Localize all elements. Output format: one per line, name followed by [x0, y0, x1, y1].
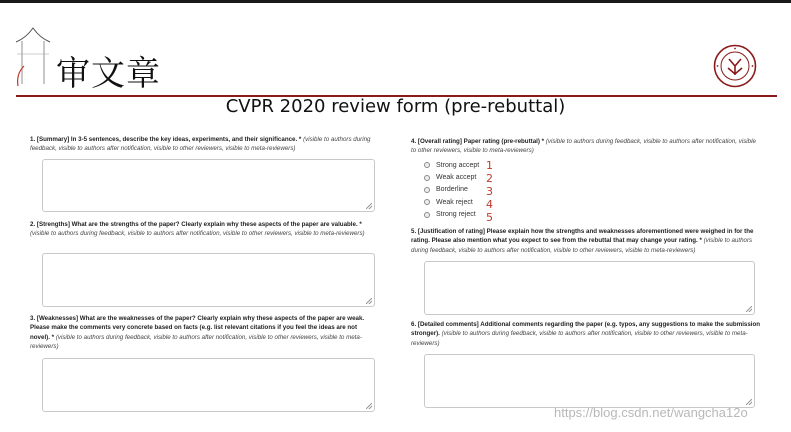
question-detailed-comments: [411, 320, 761, 348]
watermark: https://blog.csdn.net/wangcha12o: [554, 405, 748, 420]
annotation-number: 4: [486, 198, 493, 211]
rating-radio-group: [424, 159, 479, 221]
gate-logo-icon: [14, 24, 52, 96]
annotation-number: 1: [486, 159, 493, 172]
annotation-number: 2: [486, 172, 493, 185]
radio-button[interactable]: [424, 162, 430, 168]
question-summary: [30, 135, 375, 154]
radio-button[interactable]: [424, 199, 430, 205]
weaknesses-textarea[interactable]: [42, 358, 375, 412]
rating-option-strong-reject[interactable]: [424, 209, 479, 221]
brand-name: 审文章: [56, 54, 161, 94]
annotation-number: 3: [486, 185, 493, 198]
strengths-textarea[interactable]: [42, 253, 375, 307]
question-detailed-comments-visibility: (visible to authors during feedback, visible to authors after notification, visible to other reviewers, visible to meta-reviewers): [411, 330, 748, 347]
top-bar: [0, 0, 791, 3]
justification-textarea[interactable]: [424, 261, 755, 315]
rating-option-label: Weak accept: [436, 174, 477, 182]
rating-option-label: Strong accept: [436, 161, 480, 169]
question-justification: [411, 227, 761, 255]
question-weaknesses: [30, 314, 375, 352]
rating-option-label: Borderline: [436, 186, 468, 194]
question-strengths: [30, 220, 375, 239]
question-weaknesses-visibility: (visible to authors during feedback, visible to authors after notification, visible to other reviewers, visible to meta-reviewers): [30, 333, 362, 351]
rating-option-borderline[interactable]: [424, 184, 479, 196]
annotation-number: 5: [486, 211, 493, 224]
question-justification-visibility: (visible to authors during feedback, visible to authors after notification, visible to other reviewers, visible to meta-reviewers): [411, 237, 753, 254]
resize-grip-icon[interactable]: [366, 203, 372, 209]
rating-option-label: Strong reject: [436, 211, 476, 219]
rating-option-label: Weak reject: [436, 198, 473, 206]
question-detailed-comments-text: 6. [Detailed comments] Additional comments regarding the paper (e.g. typos, any suggestions to make the submission stronger).: [411, 321, 761, 338]
rating-option-strong-accept[interactable]: [424, 159, 479, 171]
question-overall-rating-visibility: (visible to authors during feedback, visible to authors after notification, visible to other reviewers, visible to meta-reviewers): [411, 138, 756, 155]
radio-button[interactable]: [424, 187, 430, 193]
question-strengths-visibility: (visible to authors during feedback, visible to authors after notification, visible to other reviewers, visible to meta-reviewers): [30, 230, 365, 238]
summary-textarea[interactable]: [42, 159, 375, 212]
question-strengths-text: 2. [Strengths] What are the strengths of the paper? Clearly explain why these aspects of the paper are valuable. *: [30, 221, 362, 228]
resize-grip-icon[interactable]: [366, 403, 372, 409]
detailed-comments-textarea[interactable]: [424, 354, 755, 408]
question-overall-rating-text: 4. [Overall rating] Paper rating (pre-rebuttal) *: [411, 138, 545, 145]
rating-option-weak-accept[interactable]: [424, 171, 479, 183]
rating-option-weak-reject[interactable]: [424, 196, 479, 208]
question-summary-visibility: (visible to authors during feedback, visible to authors after notification, visible to other reviewers, visible to meta-reviewers): [30, 136, 371, 153]
question-summary-text: 1. [Summary] In 3-5 sentences, describe the key ideas, experiments, and their significance. *: [30, 136, 302, 143]
university-seal-icon: [713, 44, 757, 88]
question-overall-rating: [411, 137, 761, 156]
radio-button[interactable]: [424, 212, 430, 218]
resize-grip-icon[interactable]: [746, 306, 752, 312]
resize-grip-icon[interactable]: [366, 298, 372, 304]
radio-button[interactable]: [424, 175, 430, 181]
question-weaknesses-text: 3. [Weaknesses] What are the weaknesses of the paper? Clearly explain why these aspects of the paper are weak. Please make the comments very concrete based on facts (e.g. list relevant citations if you feel the ideas are not novel). *: [30, 315, 365, 341]
page-title: CVPR 2020 review form (pre-rebuttal): [225, 96, 566, 117]
question-justification-text: 5. [Justification of rating] Please explain how the strengths and weaknesses aforementioned were weighed in for the rating. Please also mention what you expect to see from the rebuttal that may change your rating. *: [411, 228, 754, 245]
